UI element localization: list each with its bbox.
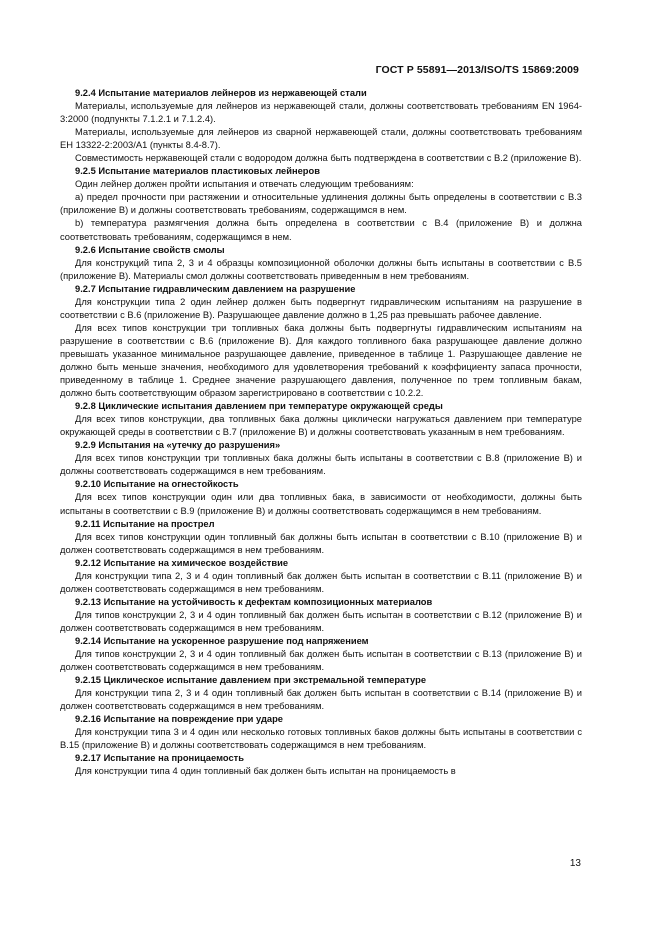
section-heading: 9.2.10 Испытание на огнестойкость [75, 479, 239, 490]
paragraph: Для типов конструкции 2, 3 и 4 один топливный бак должен быть испытан в соответствии с B.12 (приложение B) и должен соответствовать содержащимся в нем требованиям. [60, 609, 582, 633]
paragraph: Для конструкций типа 2, 3 и 4 образцы композиционной оболочки должны быть испытаны в соответствии с B.5 (приложение B). Материалы смол должны соответствовать приведенным в нем требованиям. [60, 257, 582, 281]
section-heading: 9.2.15 Циклическое испытание давлением при экстремальной температуре [75, 675, 427, 686]
paragraph: b) температура размягчения должна быть определена в соответствии с B.4 (приложение B) и должна соответствовать требованиям, содержащимся в нем. [60, 218, 582, 242]
section-heading: 9.2.14 Испытание на ускоренное разрушение под напряжением [75, 635, 369, 646]
section-heading: 9.2.8 Циклические испытания давлением при температуре окружающей среды [75, 401, 443, 412]
paragraph: Для всех типов конструкции, два топливных бака должны циклически нагружаться давлением при температуре окружающей среды в соответствии с B.7 (приложение B) и должны соответствовать указанным в нем требованиям. [60, 414, 582, 438]
paragraph: Материалы, используемые для лейнеров из нержавеющей стали, должны соответствовать требованиям EN 1964-3:2000 (подпункты 7.1.2.1 и 7.1.2.4). [60, 101, 582, 125]
paragraph: Для конструкции типа 4 один топливный бак должен быть испытан на проницаемость в [75, 766, 456, 777]
paragraph: Один лейнер должен пройти испытания и отвечать следующим требованиям: [75, 179, 414, 190]
section-heading: 9.2.4 Испытание материалов лейнеров из нержавеющей стали [75, 88, 367, 98]
paragraph: Совместимость нержавеющей стали с водородом должна быть подтверждена в соответствии с B.2 (приложение B). [75, 153, 582, 164]
paragraph: Для всех типов конструкции один или два топливных бака, в зависимости от необходимости, должны быть испытаны в соответствии с B.9 (приложение B) и должны соответствовать содержащимся в нем требованиям. [60, 492, 582, 516]
paragraph: Для конструкции типа 2 один лейнер должен быть подвергнут гидравлическим испытаниям на разрушение в соответствии с B.6 (приложение B). Разрушающее давление должно в 1,25 раз превышать рабочее давление. [60, 296, 582, 320]
standard-header: ГОСТ Р 55891—2013/ISO/TS 15869:2009 [375, 64, 579, 76]
section-heading: 9.2.16 Испытание на повреждение при ударе [75, 714, 283, 725]
section-heading: 9.2.12 Испытание на химическое воздействие [75, 557, 289, 568]
section-heading: 9.2.7 Испытание гидравлическим давлением на разрушение [75, 283, 356, 294]
paragraph: a) предел прочности при растяжении и относительные удлинения должны быть определены в соответствии с B.3 (приложение B) и должны соответствовать требованиям, содержащимся в нем. [60, 192, 582, 216]
page-number: 13 [569, 858, 581, 869]
section-heading: 9.2.17 Испытание на проницаемость [75, 753, 244, 764]
paragraph: Для конструкции типа 2, 3 и 4 один топливный бак должен быть испытан в соответствии с B.14 (приложение B) и должен соответствовать содержащимся в нем требованиям. [60, 688, 582, 712]
paragraph: Для всех типов конструкции один топливный бак должны быть испытан в соответствии с B.10 (приложение B) и должен соответствовать содержащимся в нем требованиям. [60, 531, 582, 555]
paragraph: Для конструкции типа 2, 3 и 4 один топливный бак должен быть испытан в соответствии с B.11 (приложение B) и должен соответствовать содержащимся в нем требованиям. [60, 570, 582, 594]
section-heading: 9.2.5 Испытание материалов пластиковых лейнеров [75, 166, 320, 177]
section-heading: 9.2.9 Испытания на «утечку до разрушения» [75, 440, 281, 451]
section-heading: 9.2.13 Испытание на устойчивость к дефектам композиционных материалов [75, 596, 433, 607]
paragraph: Для всех типов конструкции три топливных бака должны быть подвергнуты гидравлическим испытаниям на разрушение в соответствии с B.6 (приложение B). Для каждого топливного бака разрушающее давление должно превышать указанное минимальное разрушающее давление, приведенное в таблице 1. Разрушающее давление не должно быть меньше значения, необходимого для удовлетворения требований к коэффициенту запаса прочности, приведенному в таблице 1. Среднее значение разрушающего давления, полученное по трем топливным бакам, должно быть соответствующим образом зарегистрировано в соответствии с 10.2.2. [60, 322, 582, 399]
document-body [60, 87, 582, 778]
paragraph: Материалы, используемые для лейнеров из сварной нержавеющей стали, должны соответствовать требованиям EH 13322-2:2003/A1 (пункты 8.4-8.7). [60, 127, 582, 151]
section-heading: 9.2.11 Испытание на прострел [75, 518, 215, 529]
paragraph: Для типов конструкции 2, 3 и 4 один топливный бак должен быть испытан в соответствии с B.13 (приложение B) и должен соответствовать содержащимся в нем требованиям. [60, 649, 582, 673]
paragraph: Для всех типов конструкции три топливных бака должны быть испытаны в соответствии с B.8 (приложение B) и должны соответствовать содержащимся в нем требованиям. [60, 453, 582, 477]
paragraph: Для конструкции типа 3 и 4 один или несколько готовых топливных баков должны быть испытаны в соответствии с B.15 (приложение B) и должны соответствовать содержащимся в нем требованиям. [60, 727, 582, 751]
section-heading: 9.2.6 Испытание свойств смолы [75, 244, 225, 255]
